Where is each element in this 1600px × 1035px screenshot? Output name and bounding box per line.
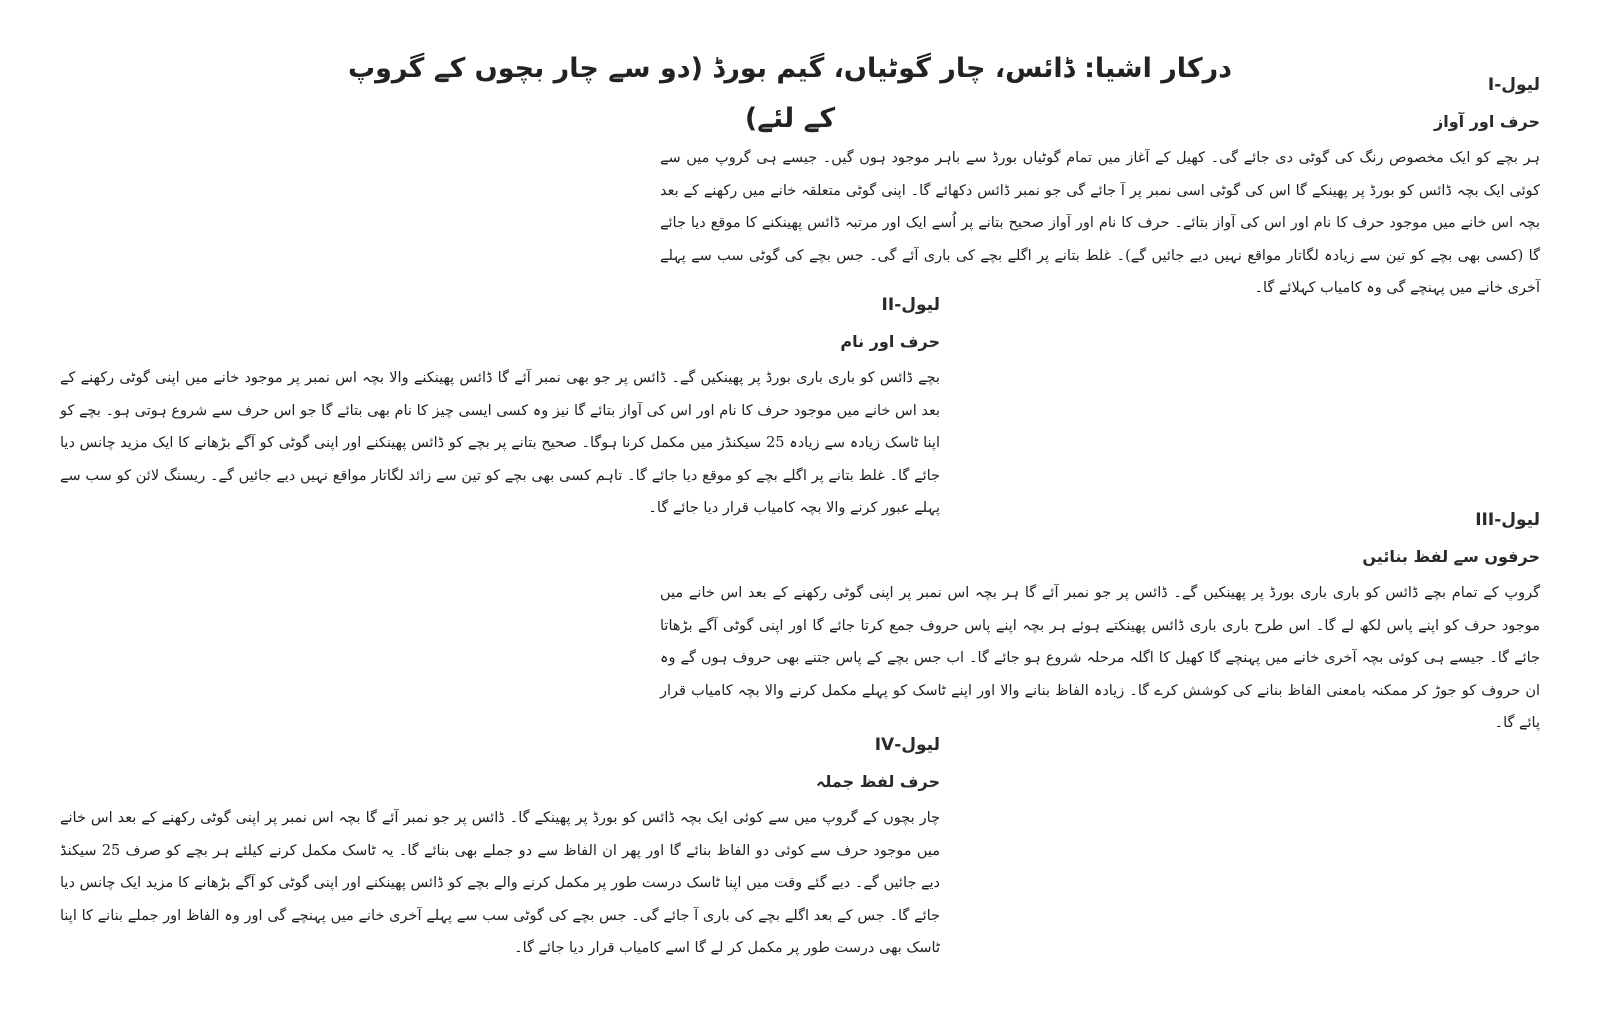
level-2-heading: لیول-II bbox=[881, 295, 940, 315]
level-3-subheading: حرفوں سے لفظ بنائیں bbox=[1362, 547, 1540, 566]
level-1-heading: لیول-I bbox=[1487, 75, 1540, 95]
level-4-heading: لیول-IV bbox=[874, 735, 940, 755]
level-3-heading: لیول-III bbox=[1475, 510, 1540, 530]
level-3-body: گروپ کے تمام بچے ڈائس کو باری باری بورڈ پر پھینکیں گے۔ ڈائس پر جو نمبر آئے گا ہر بچہ اس نمبر پر اپنی گوٹی رکھنے کے بعد اس خانے میں موجود حرف کو اپنے پاس لکھ لے گا۔ اس طرح باری باری ڈائس پھینکتے ہوئے ہر بچہ اپنے پاس حروف جمع کرتا جائے گا اور اپنی گوٹی آگے بڑھاتا جائے گا۔ جیسے ہی کوئی بچہ آخری خانے میں پہنچے گا کھیل کا اگلہ مرحلہ شروع ہو جائے گا۔ اب جس بچے کے پاس جتنے بھی حروف ہوں گے وہ ان حروف کو جوڑ کر ممکنہ بامعنی الفاظ بنانے کی کوشش کرے گا۔ زیادہ الفاظ بنانے والا اور اپنے ٹاسک کو پہلے مکمل کرنے والا بچہ کامیاب قرار پائے گا۔ bbox=[660, 585, 1540, 731]
level-3-section bbox=[660, 505, 1540, 740]
page-title: درکار اشیا: ڈائس، چار گوٹیاں، گیم بورڈ (دو سے چار بچوں کے گروپ کے لئے) bbox=[347, 53, 1233, 134]
level-4-section bbox=[60, 730, 940, 965]
level-1-section bbox=[660, 70, 1540, 305]
level-2-body: بچے ڈائس کو باری باری بورڈ پر پھینکیں گے۔ ڈائس پر جو بھی نمبر آئے گا ڈائس پھینکنے والا بچہ اس نمبر پر موجود خانے میں اپنی گوٹی رکھنے کے بعد اس خانے میں موجود حرف کا نام اور اس کی آواز بتائے گا نیز وہ کسی ایسی چیز کا نام بھی بتائے گا جو اس حرف سے شروع ہوتی ہو۔ بچے کو اپنا ٹاسک زیادہ سے زیادہ 25 سیکنڈز میں مکمل کرنا ہوگا۔ صحیح بتانے پر بچے کو ڈائس پھینکنے اور اپنی گوٹی کو آگے بڑھانے کا ایک مزید چانس دیا جائے گا۔ غلط بتانے پر اگلے بچے کو موقع دیا جائے گا۔ تاہم کسی بھی بچے کو تین سے زائد لگاتار مواقع نہیں دیے جائیں گے۔ ریسنگ لائن کو سب سے پہلے عبور کرنے والا بچہ کامیاب قرار دیا جائے گا۔ bbox=[60, 370, 941, 516]
level-1-body: ہر بچے کو ایک مخصوص رنگ کی گوٹی دی جائے گی۔ کھیل کے آغاز میں تمام گوٹیاں بورڈ سے باہر موجود ہوں گیں۔ جیسے ہی گروپ میں سے کوئی ایک بچہ ڈائس کو بورڈ پر پھینکے گا اس کی گوٹی اسی نمبر پر آ جائے گی جو نمبر ڈائس دکھائے گا۔ اپنی گوٹی متعلقہ خانے میں رکھنے کے بعد بچہ اس خانے میں موجود حرف کا نام اور اس کی آواز بتائے۔ حرف کا نام اور آواز صحیح بتانے پر اُسے ایک اور مرتبہ ڈائس پھینکنے کا موقع دیا جائے گا (کسی بھی بچے کو تین سے زیادہ لگاتار مواقع نہیں دیے جائیں گے)۔ غلط بتانے پر اگلے بچے کی باری آئے گی۔ جس بچے کی گوٹی سب سے پہلے آخری خانے میں پہنچے گی وہ کامیاب کہلائے گا۔ bbox=[660, 150, 1540, 296]
level-4-subheading: حرف لفظ جملہ bbox=[815, 772, 940, 791]
level-2-subheading: حرف اور نام bbox=[840, 332, 940, 351]
level-2-section bbox=[60, 290, 940, 525]
level-1-subheading: حرف اور آواز bbox=[1434, 112, 1540, 131]
level-4-body: چار بچوں کے گروپ میں سے کوئی ایک بچہ ڈائس کو بورڈ پر پھینکے گا۔ ڈائس پر جو نمبر آئے گا بچہ اس نمبر پر اپنی گوٹی رکھنے کے بعد اس خانے میں موجود حرف سے کوئی دو الفاظ بنائے گا اور پھر ان الفاظ سے دو جملے بھی بنائے گا۔ یہ ٹاسک مکمل کرنے کیلئے ہر بچے کو صرف 25 سیکنڈ دیے جائیں گے۔ دیے گئے وقت میں اپنا ٹاسک درست طور پر مکمل کرنے والے بچے کو ڈائس پھینکنے اور اپنی گوٹی کو آگے بڑھانے کا مزید ایک چانس دیا جائے گا۔ جس کے بعد اگلے بچے کی باری آ جائے گی۔ جس بچے کی گوٹی سب سے پہلے آخری خانے میں پہنچے گی اور وہ الفاظ اور جملے بنانے کا اپنا ٹاسک بھی درست طور پر مکمل کر لے گا اسے کامیاب قرار دیا جائے گا۔ bbox=[60, 810, 940, 956]
